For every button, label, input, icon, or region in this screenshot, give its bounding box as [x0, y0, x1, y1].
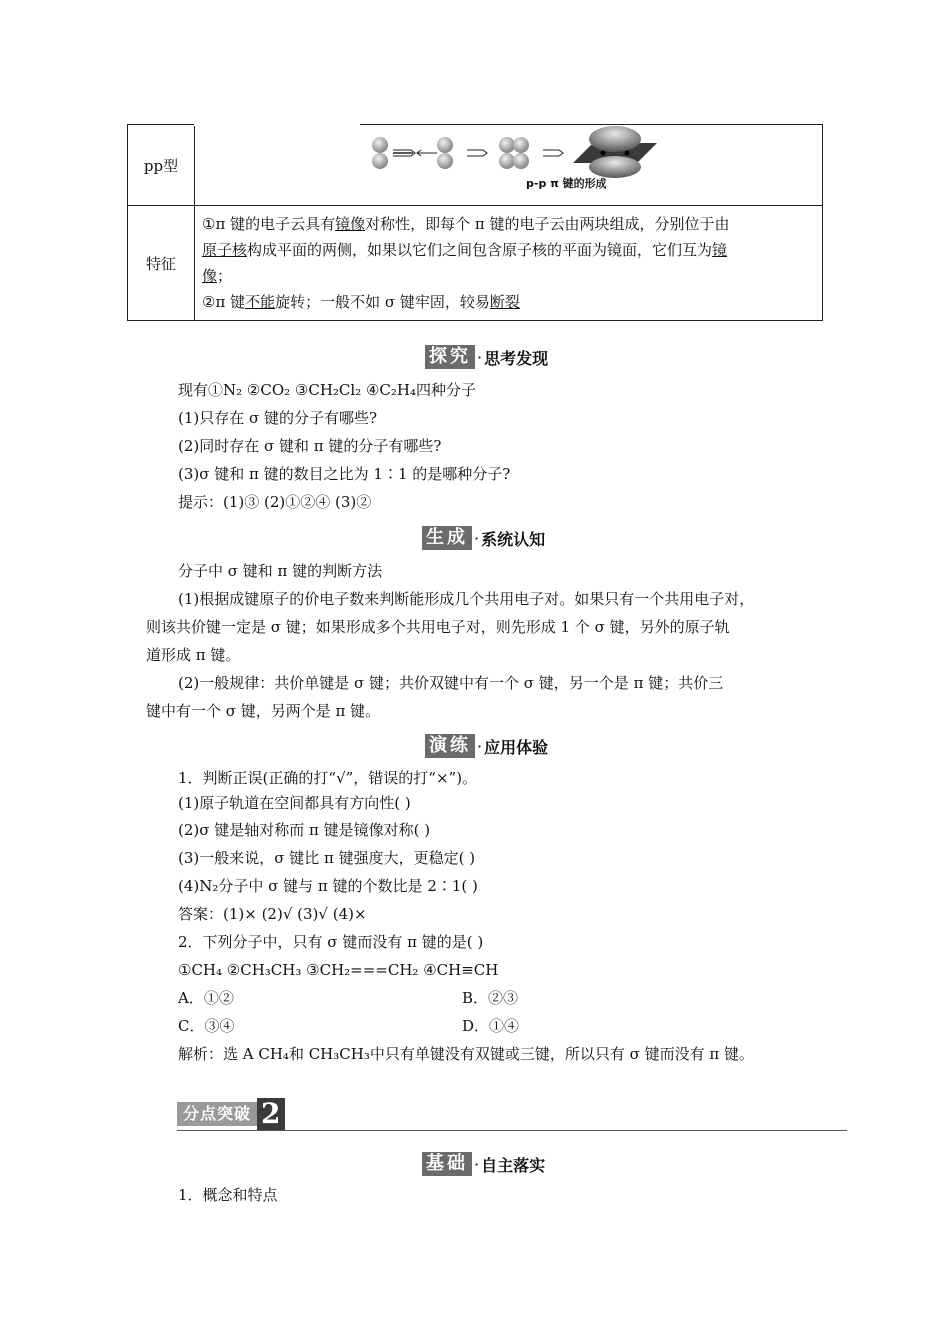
feature-line-2: 原子核构成平面的两侧，如果以它们之间包含原子核的平面为镜面，它们互为镜: [202, 241, 728, 259]
generate-box: 生成: [422, 526, 472, 550]
explore-title: 思考发现: [484, 348, 549, 368]
diagram-caption: p-p π 键的形成: [526, 177, 607, 190]
option-a: A．①②: [178, 989, 234, 1007]
features-cell: [195, 206, 823, 321]
practice-q2-options: ①CH₄ ②CH₃CH₃ ③CH₂===CH₂ ④CH≡CH: [178, 961, 499, 979]
explore-q1: (1)只存在 σ 键的分子有哪些?: [178, 409, 378, 427]
practice-q1d: (4)N₂分子中 σ 键与 π 键的个数比是 2∶1( ): [178, 877, 478, 895]
generate-p2-l2: 键中有一个 σ 键，另两个是 π 键。: [146, 702, 381, 720]
practice-header: 演练 · 应用体验: [425, 734, 548, 758]
option-c: C．③④: [178, 1017, 235, 1035]
generate-p2-l1: (2)一般规律：共价单键是 σ 键；共价双键中有一个 σ 键，另一个是 π 键；共价三: [178, 674, 724, 692]
practice-q1: 1．判断正误(正确的打“√”，错误的打“×”)。: [178, 769, 478, 787]
practice-ans1: 答案：(1)× (2)√ (3)√ (4)×: [178, 905, 367, 923]
basic-header: 基础 · 自主落实: [422, 1152, 545, 1176]
section-rule: [177, 1130, 847, 1131]
basic-title: 自主落实: [481, 1155, 546, 1175]
explore-intro: 现有①N₂ ②CO₂ ③CH₂Cl₂ ④C₂H₄四种分子: [178, 381, 477, 399]
practice-q1c: (3)一般来说，σ 键比 π 键强度大，更稳定( ): [178, 849, 476, 867]
practice-box: 演练: [425, 734, 475, 758]
explore-box: 探究: [425, 345, 475, 369]
basic-line1: 1．概念和特点: [178, 1186, 278, 1204]
option-b: B．②③: [462, 989, 519, 1007]
section-2-number: 2: [257, 1098, 284, 1130]
generate-line0: 分子中 σ 键和 π 键的判断方法: [178, 562, 383, 580]
practice-title: 应用体验: [484, 737, 549, 757]
pp-diagram-cell: [195, 125, 823, 206]
row-label-features: 特征: [128, 206, 195, 321]
practice-ans2: 解析：选 A CH₄和 CH₃CH₃中只有单键没有双键或三键，所以只有 σ 键而没有 π 键。: [178, 1045, 755, 1063]
row-label-pp: pp型: [128, 125, 195, 206]
section-2-banner: [177, 1098, 285, 1130]
section-2-label: 分点突破: [177, 1102, 257, 1126]
generate-p1-l1: (1)根据成键原子的价电子数来判断能形成几个共用电子对。如果只有一个共用电子对，: [178, 590, 755, 608]
explore-header: 探究 · 思考发现: [425, 345, 548, 369]
pp-pi-bond-diagram: [195, 125, 825, 203]
generate-header: 生成 · 系统认知: [422, 526, 545, 550]
option-d: D．①④: [462, 1017, 520, 1035]
pi-bond-table: [127, 124, 823, 321]
practice-q1a: (1)原子轨道在空间都具有方向性( ): [178, 794, 411, 812]
generate-p1-l2: 则该共价键一定是 σ 键；如果形成多个共用电子对，则先形成 1 个 σ 键，另外的原子轨: [146, 618, 730, 636]
explore-q2: (2)同时存在 σ 键和 π 键的分子有哪些?: [178, 437, 442, 455]
explore-q3: (3)σ 键和 π 键的数目之比为 1∶1 的是哪种分子?: [178, 465, 511, 483]
generate-p1-l3: 道形成 π 键。: [146, 646, 241, 664]
explore-hint: 提示：(1)③ (2)①②④ (3)②: [178, 493, 372, 511]
practice-q2: 2．下列分子中，只有 σ 键而没有 π 键的是( ): [178, 933, 484, 951]
feature-line-3: 像；: [202, 267, 233, 285]
feature-line-1: ①π 键的电子云具有镜像对称性，即每个 π 键的电子云由两块组成，分别位于由: [202, 215, 730, 233]
basic-box: 基础: [422, 1152, 472, 1176]
practice-q1b: (2)σ 键是轴对称而 π 键是镜像对称( ): [178, 821, 431, 839]
feature-line-4: ②π 键不能旋转；一般不如 σ 键牢固，较易断裂: [202, 293, 520, 311]
generate-title: 系统认知: [481, 529, 546, 549]
